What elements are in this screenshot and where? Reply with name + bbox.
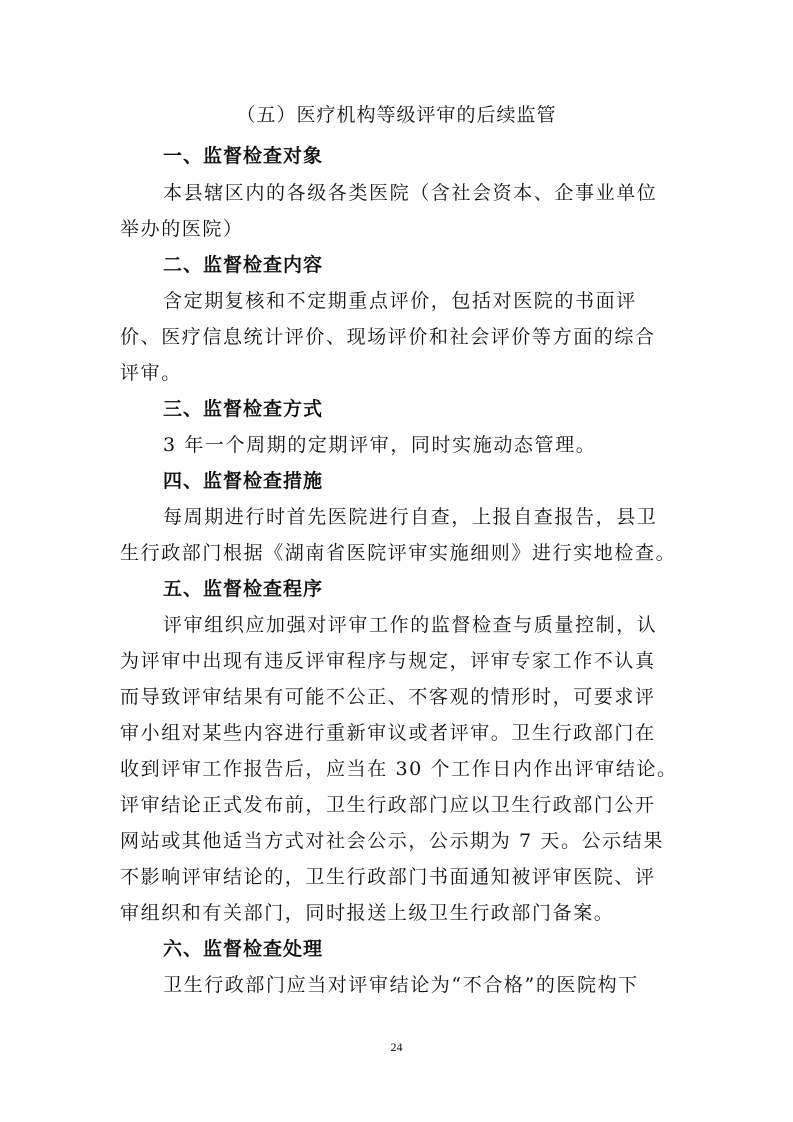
heading-supervision-content: 二、监督检查内容	[163, 254, 324, 276]
paragraph-line: 评审组织应加强对评审工作的监督检查与质量控制，认	[163, 614, 658, 636]
page-number: 24	[390, 1040, 403, 1054]
heading-supervision-handling: 六、监督检查处理	[163, 938, 324, 960]
paragraph-line: 而导致评审结果有可能不公正、不客观的情形时，可要求评	[120, 686, 656, 708]
paragraph-line: 为评审中出现有违反评审程序与规定，评审专家工作不认真	[120, 650, 656, 672]
heading-supervision-method: 三、监督检查方式	[163, 398, 324, 420]
paragraph-line: 3 年一个周期的定期评审，同时实施动态管理。	[163, 434, 597, 456]
paragraph-line: 价、医疗信息统计评价、现场评价和社会评价等方面的综合	[120, 326, 656, 348]
heading-supervision-procedure: 五、监督检查程序	[163, 578, 324, 600]
heading-supervision-measures: 四、监督检查措施	[163, 470, 324, 492]
heading-supervision-object: 一、监督检查对象	[163, 145, 324, 167]
paragraph-line: 收到评审工作报告后，应当在 30 个工作日内作出评审结论。	[120, 758, 678, 780]
paragraph-line: 卫生行政部门应当对评审结论为“不合格”的医院构下	[163, 974, 639, 996]
section-title: （五）医疗机构等级评审的后续监管	[236, 104, 557, 126]
paragraph-line: 生行政部门根据《湖南省医院评审实施细则》进行实地检查。	[120, 542, 677, 564]
paragraph-line: 网站或其他适当方式对社会公示，公示期为 7 天。公示结果	[120, 830, 664, 852]
paragraph-line: 审组织和有关部门，同时报送上级卫生行政部门备案。	[120, 902, 615, 924]
paragraph-line: 本县辖区内的各级各类医院（含社会资本、企事业单位	[163, 182, 658, 204]
paragraph-line: 不影响评审结论的，卫生行政部门书面通知被评审医院、评	[120, 866, 656, 888]
paragraph-line: 每周期进行时首先医院进行自查，上报自查报告，县卫	[163, 506, 658, 528]
paragraph-line: 审小组对某些内容进行重新审议或者评审。卫生行政部门在	[120, 722, 656, 744]
paragraph-line: 评审。	[120, 362, 182, 384]
paragraph-line: 含定期复核和不定期重点评价，包括对医院的书面评	[163, 290, 637, 312]
paragraph-line: 评审结论正式发布前，卫生行政部门应以卫生行政部门公开	[120, 794, 656, 816]
paragraph-line: 举办的医院）	[120, 218, 244, 240]
